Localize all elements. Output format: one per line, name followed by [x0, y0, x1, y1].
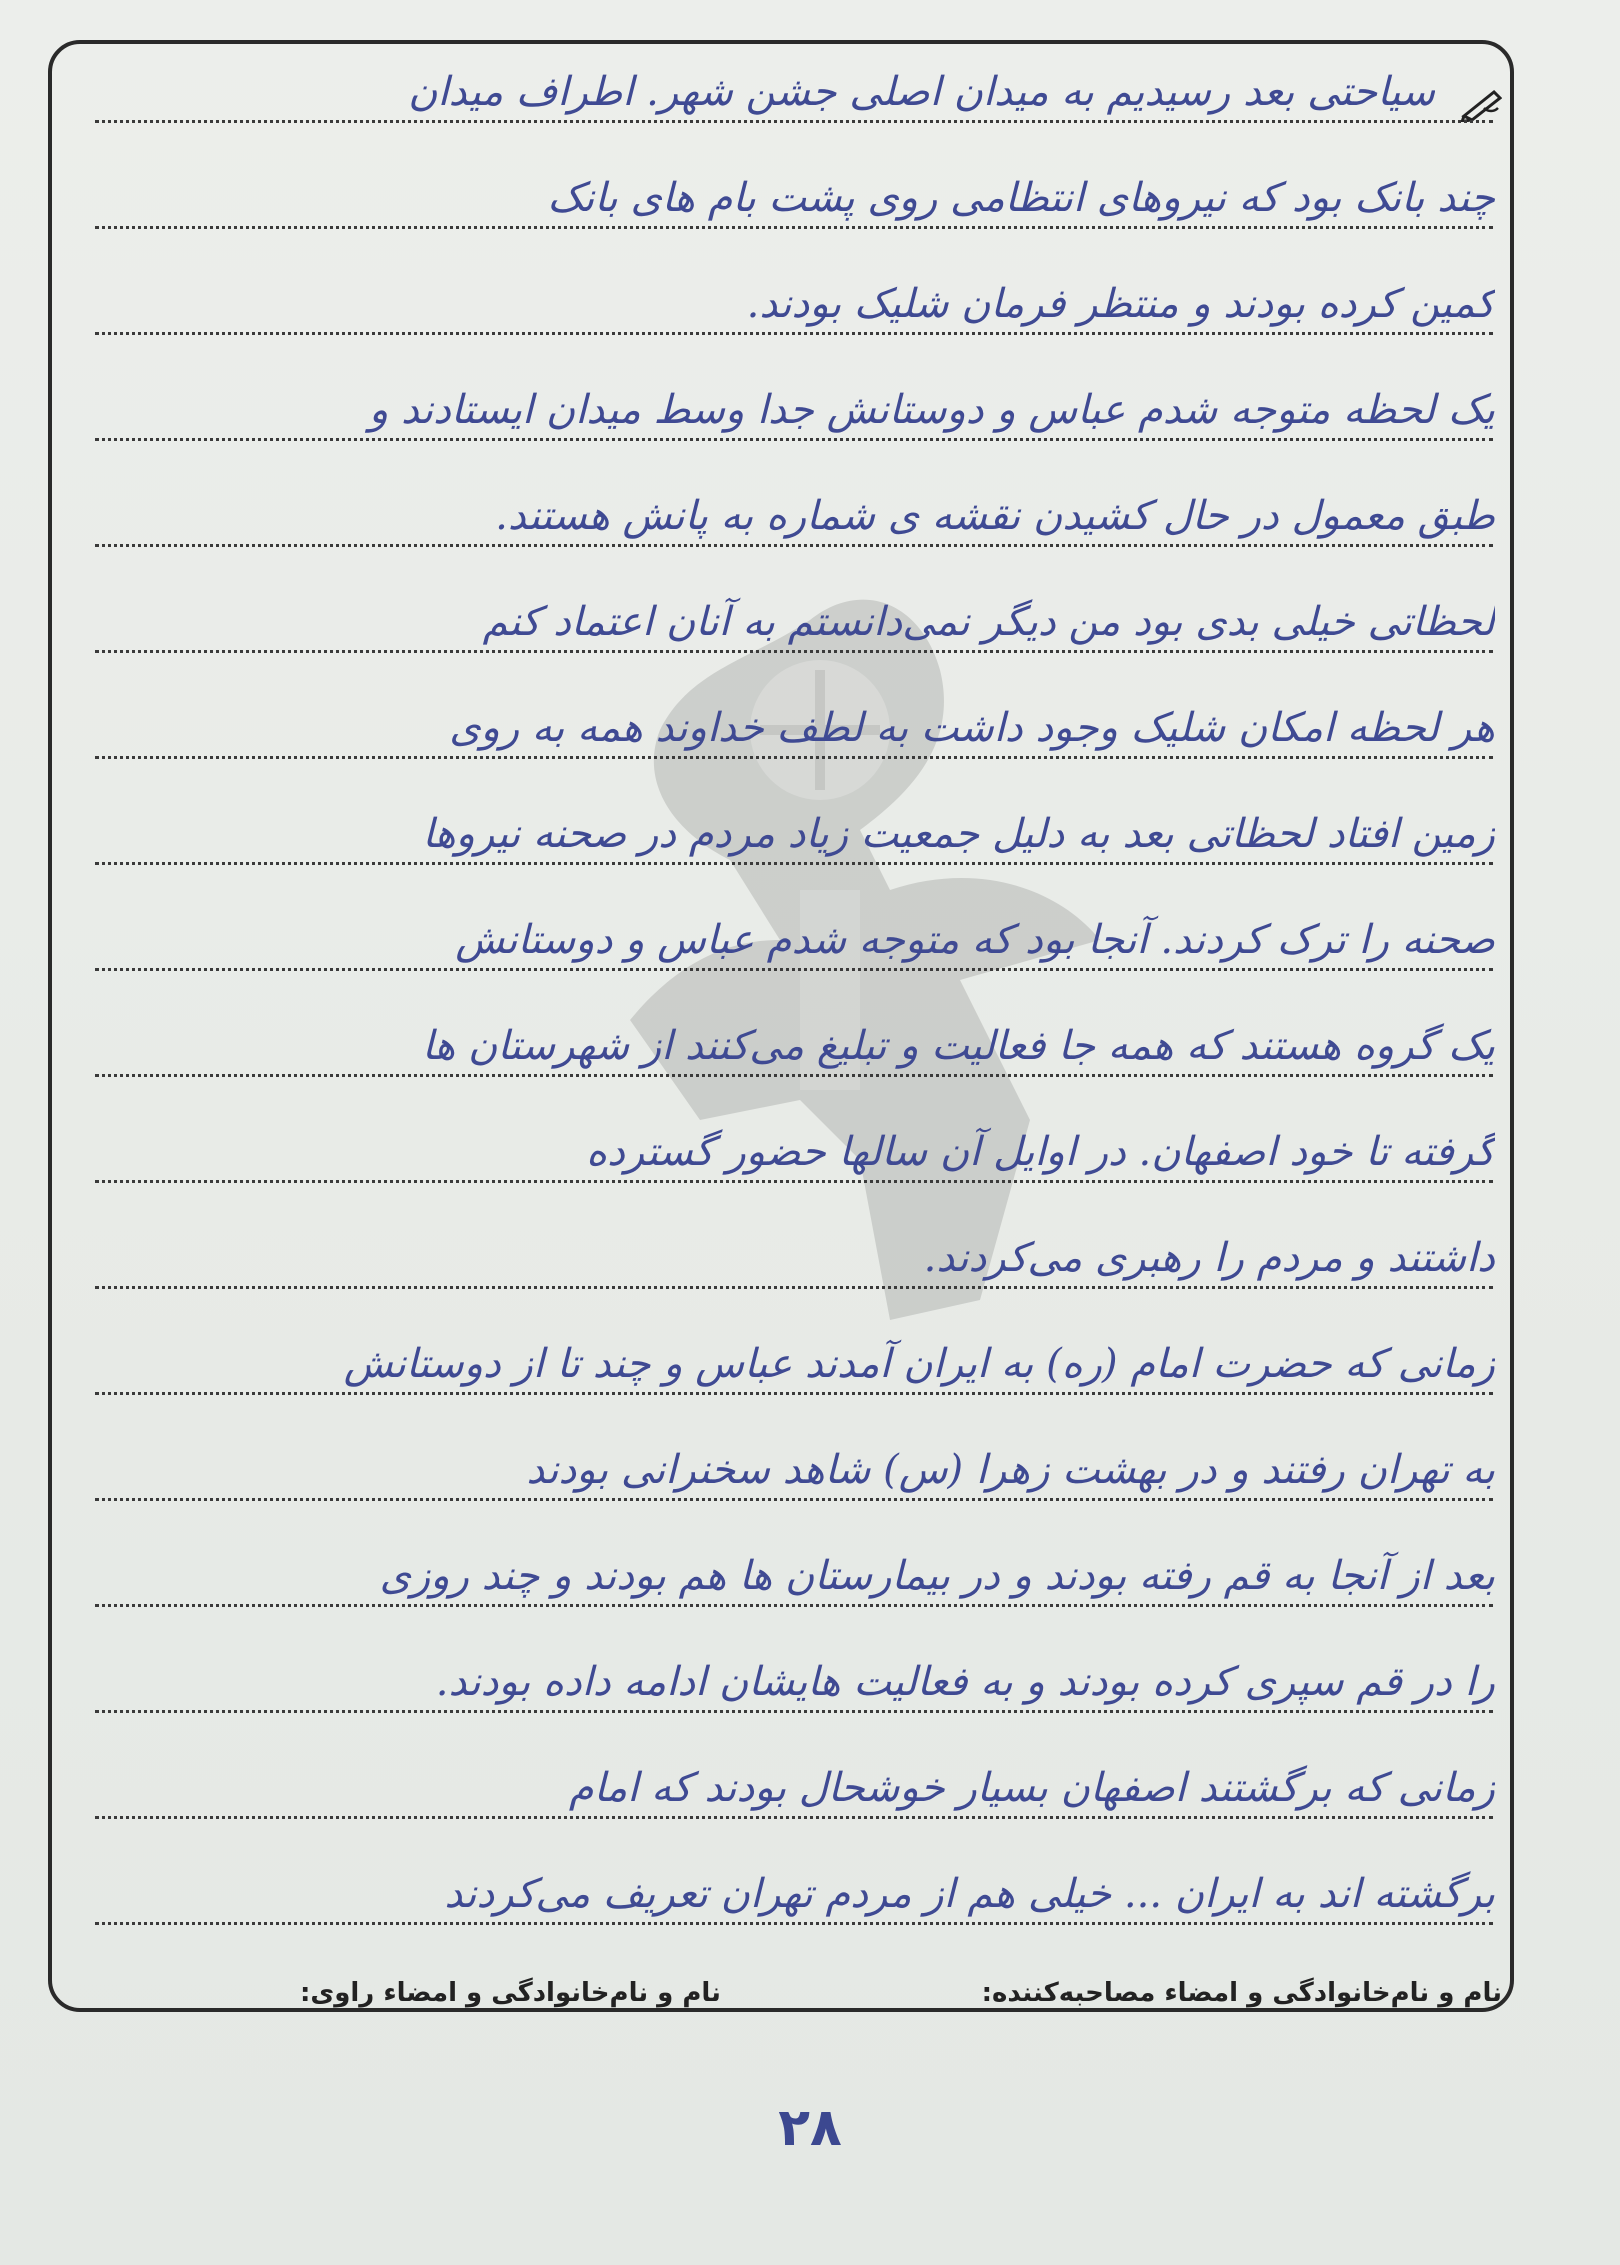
handwritten-line: سیاحتی بعد رسیدیم به میدان اصلی جشن شهر. اطراف میدان	[408, 69, 1435, 115]
ruled-line	[95, 756, 1493, 759]
handwritten-line: طبق معمول در حال کشیدن نقشه ی شماره به پانش هستند.	[495, 493, 1495, 539]
ruled-line	[95, 1604, 1493, 1607]
ruled-line	[95, 1710, 1493, 1713]
ruled-line	[95, 650, 1493, 653]
handwritten-line: لحظاتی خیلی بدی بود من دیگر نمی‌دانستم به آنان اعتماد کنم	[482, 599, 1495, 645]
ruled-line	[95, 1816, 1493, 1819]
handwritten-line: یک گروه هستند که همه جا فعالیت و تبلیغ می‌کنند از شهرستان ها	[422, 1023, 1495, 1069]
handwritten-line: صحنه را ترک کردند. آنجا بود که متوجه شدم عباس و دوستانش	[455, 917, 1495, 963]
handwritten-line: یک لحظه متوجه شدم عباس و دوستانش جدا وسط میدان ایستادند و	[368, 387, 1495, 433]
ruled-line	[95, 1922, 1493, 1925]
handwritten-line: را در قم سپری کرده بودند و به فعالیت هایشان ادامه داده بودند.	[435, 1659, 1495, 1705]
ruled-line	[95, 1180, 1493, 1183]
ruled-line	[95, 438, 1493, 441]
ruled-line	[95, 332, 1493, 335]
ruled-line	[95, 544, 1493, 547]
ruled-line	[95, 1498, 1493, 1501]
narrator-signature-label: نام و نام‌خانوادگی و امضاء راوی:	[300, 1978, 721, 2008]
ruled-line	[95, 226, 1493, 229]
ruled-line	[95, 1392, 1493, 1395]
handwritten-line: چند بانک بود که نیروهای انتظامی روی پشت بام های بانک	[547, 175, 1495, 221]
handwritten-line: هر لحظه امکان شلیک وجود داشت به لطف خداوند همه به روی	[449, 705, 1495, 751]
handwritten-line: برگشته اند به ایران ... خیلی هم از مردم تهران تعریف می‌کردند	[444, 1871, 1495, 1917]
ruled-line	[95, 120, 1493, 123]
ruled-line	[95, 968, 1493, 971]
handwritten-line: بعد از آنجا به قم رفته بودند و در بیمارستان ها هم بودند و چند روزی	[379, 1553, 1495, 1599]
handwritten-line: به تهران رفتند و در بهشت زهرا (س) شاهد سخنرانی بودند	[526, 1447, 1495, 1493]
handwritten-line: زمین افتاد لحظاتی بعد به دلیل جمعیت زیاد مردم در صحنه نیروها	[422, 811, 1495, 857]
ruled-line	[95, 862, 1493, 865]
handwritten-line: گرفته تا خود اصفهان. در اوایل آن سالها حضور گسترده	[586, 1129, 1495, 1175]
handwritten-line: زمانی که برگشتند اصفهان بسیار خوشحال بودند که امام	[568, 1765, 1495, 1811]
handwritten-line: زمانی که حضرت امام (ره) به ایران آمدند عباس و چند تا از دوستانش	[343, 1341, 1495, 1387]
ruled-line	[95, 1074, 1493, 1077]
handwritten-line: کمین کرده بودند و منتظر فرمان شلیک بودند.	[746, 281, 1495, 327]
page-number: ۲۸	[778, 2098, 842, 2158]
handwritten-line: داشتند و مردم را رهبری می‌کردند.	[923, 1235, 1495, 1281]
pen-writing-icon	[1460, 86, 1502, 122]
interviewer-signature-label: نام و نام‌خانوادگی و امضاء مصاحبه‌کننده:	[981, 1978, 1502, 2008]
ruled-line	[95, 1286, 1493, 1289]
